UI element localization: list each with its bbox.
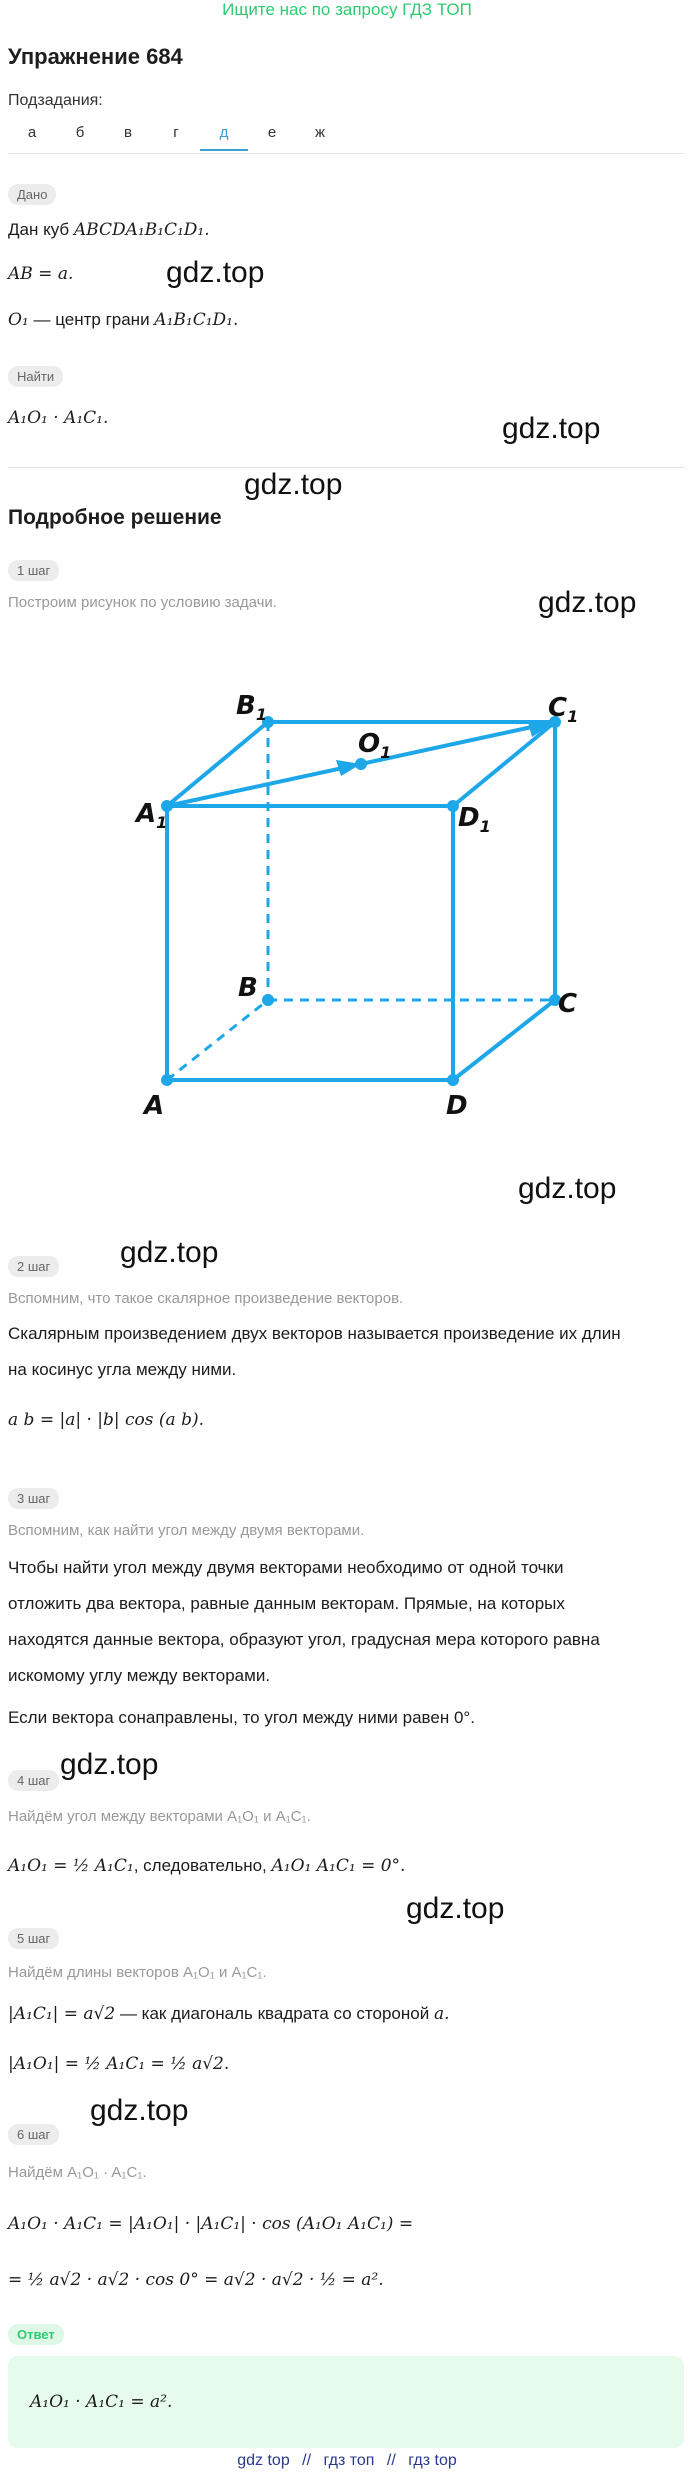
step-5-length-a1c1: |A₁C₁| = a√2: [8, 2004, 116, 2024]
section-divider: [8, 467, 684, 468]
label-d: D: [446, 1091, 468, 1121]
vertex-o1: [355, 758, 367, 770]
tab-d[interactable]: д: [200, 124, 248, 151]
step-3-line-4: искомому углу между векторами.: [8, 1666, 271, 1685]
answer-badge: Ответ: [8, 2324, 64, 2345]
footer-link-3[interactable]: гдз top: [408, 2452, 457, 2469]
step-1-hint: Построим рисунок по условию задачи.: [8, 594, 277, 611]
footer-separator: //: [386, 2452, 396, 2469]
tab-e[interactable]: е: [267, 124, 277, 141]
vertex-a1: [161, 800, 173, 812]
vertex-d: [447, 1074, 459, 1086]
step-1-badge: 1 шаг: [8, 560, 59, 581]
step-6-badge: 6 шаг: [8, 2124, 59, 2145]
step-2-hint: Вспомним, что такое скалярное произведение векторов.: [8, 1290, 404, 1307]
step-5-side: a.: [433, 2004, 450, 2024]
step-3-badge: 3 шаг: [8, 1488, 59, 1509]
tab-a[interactable]: а: [27, 124, 37, 141]
given-badge: Дано: [8, 184, 56, 205]
step-4-formula-b: A₁O₁ A₁C₁ = 0°.: [271, 1856, 406, 1876]
label-d1: $D_1$: [458, 803, 491, 836]
watermark: gdz.top: [120, 1236, 219, 1269]
find-expression: A₁O₁ · A₁C₁.: [8, 408, 109, 428]
footer-separator: //: [302, 2452, 312, 2469]
given-line-3-text: — центр грани: [28, 310, 155, 329]
watermark: gdz.top: [90, 2094, 189, 2127]
step-3-line-3: находятся данные вектора, образуют угол, градусная мера которого равна: [8, 1630, 600, 1649]
step-5-line-1: [8, 2004, 449, 2024]
step-3-hint: Вспомним, как найти угол между двумя векторами.: [8, 1522, 365, 1539]
label-c: C: [558, 989, 578, 1019]
watermark: gdz.top: [60, 1748, 159, 1781]
tab-g[interactable]: г: [173, 124, 179, 141]
step-4-formula-a: A₁O₁ = ½ A₁C₁: [8, 1856, 134, 1876]
tabs-divider: [8, 153, 684, 154]
step-5-line-2: |A₁O₁| = ½ A₁C₁ = ½ a√2.: [8, 2054, 230, 2074]
watermark: gdz.top: [406, 1892, 505, 1925]
find-badge: Найти: [8, 366, 63, 387]
edge-d-c: [453, 1000, 555, 1080]
step-5-hint: Найдём длины векторов A₁O₁ и A₁C₁.: [8, 1964, 267, 1981]
footer-link-1[interactable]: gdz top: [237, 2452, 290, 2469]
given-point-o1: O₁: [8, 310, 29, 330]
step-6-line-2: = ½ a√2 · a√2 · cos 0° = a√2 · a√2 · ½ = a².: [8, 2270, 384, 2290]
tab-b[interactable]: б: [75, 124, 85, 141]
top-search-link[interactable]: Ищите нас по запросу ГДЗ ТОП: [222, 0, 472, 19]
solution-title: Подробное решение: [8, 506, 222, 529]
watermark: gdz.top: [166, 256, 265, 289]
label-b: B: [238, 973, 258, 1003]
step-2-badge: 2 шаг: [8, 1256, 59, 1277]
given-cube-name: ABCDA₁B₁C₁D₁.: [73, 220, 210, 240]
step-2-line-1: Скалярным произведением двух векторов называется произведение их длин: [8, 1324, 621, 1343]
page-title: Упражнение 684: [8, 44, 183, 69]
step-3-line-1: Чтобы найти угол между двумя векторами необходимо от одной точки: [8, 1558, 564, 1577]
step-2-line-2: на косинус угла между ними.: [8, 1360, 237, 1379]
watermark: gdz.top: [538, 586, 637, 619]
step-3-line-5: Если вектора сонаправлены, то угол между ними равен 0°.: [8, 1708, 475, 1727]
cube-figure: [120, 660, 600, 1130]
label-o1: $O_1$: [358, 729, 392, 762]
subtask-tabs: [8, 124, 344, 151]
step-5-line-1-text: — как диагональ квадрата со стороной: [115, 2004, 434, 2023]
subtasks-label: Подзадания:: [8, 92, 103, 109]
vertex-b: [262, 994, 274, 1006]
label-c1: $C_1$: [548, 693, 579, 726]
step-4-text: , следовательно,: [133, 1856, 272, 1875]
step-4-badge: 4 шаг: [8, 1770, 59, 1791]
tab-zh[interactable]: ж: [314, 124, 326, 141]
given-line-1: [8, 220, 210, 240]
step-4-hint: Найдём угол между векторами A₁O₁ и A₁C₁.: [8, 1808, 311, 1825]
edge-a-b-hidden: [167, 1000, 268, 1080]
watermark: gdz.top: [518, 1172, 617, 1205]
given-line-3: [8, 310, 238, 330]
step-5-badge: 5 шаг: [8, 1928, 59, 1949]
given-line-2: AB = a.: [8, 264, 74, 284]
label-b1: $B_1$: [236, 691, 267, 724]
answer-expression: A₁O₁ · A₁C₁ = a².: [30, 2392, 173, 2412]
footer-link-2[interactable]: гдз топ: [323, 2452, 375, 2469]
step-4-line: [8, 1856, 405, 1876]
tab-v[interactable]: в: [124, 124, 132, 141]
step-3-line-2: отложить два вектора, равные данным векторам. Прямые, на которых: [8, 1594, 565, 1613]
vertex-a: [161, 1074, 173, 1086]
given-face: A₁B₁C₁D₁.: [154, 310, 239, 330]
step-2-formula: a b = |a| · |b| cos (a b).: [8, 1410, 204, 1430]
label-a1: $A_1$: [136, 799, 168, 832]
footer-links: [0, 2452, 694, 2470]
given-line-1-text: Дан куб: [8, 220, 74, 239]
watermark: gdz.top: [502, 412, 601, 445]
label-a: A: [144, 1091, 165, 1121]
step-6-line-1: A₁O₁ · A₁C₁ = |A₁O₁| · |A₁C₁| · cos (A₁O₁ A₁C₁) =: [8, 2214, 414, 2234]
step-6-hint: Найдём A₁O₁ · A₁C₁.: [8, 2164, 147, 2181]
watermark: gdz.top: [244, 468, 343, 501]
